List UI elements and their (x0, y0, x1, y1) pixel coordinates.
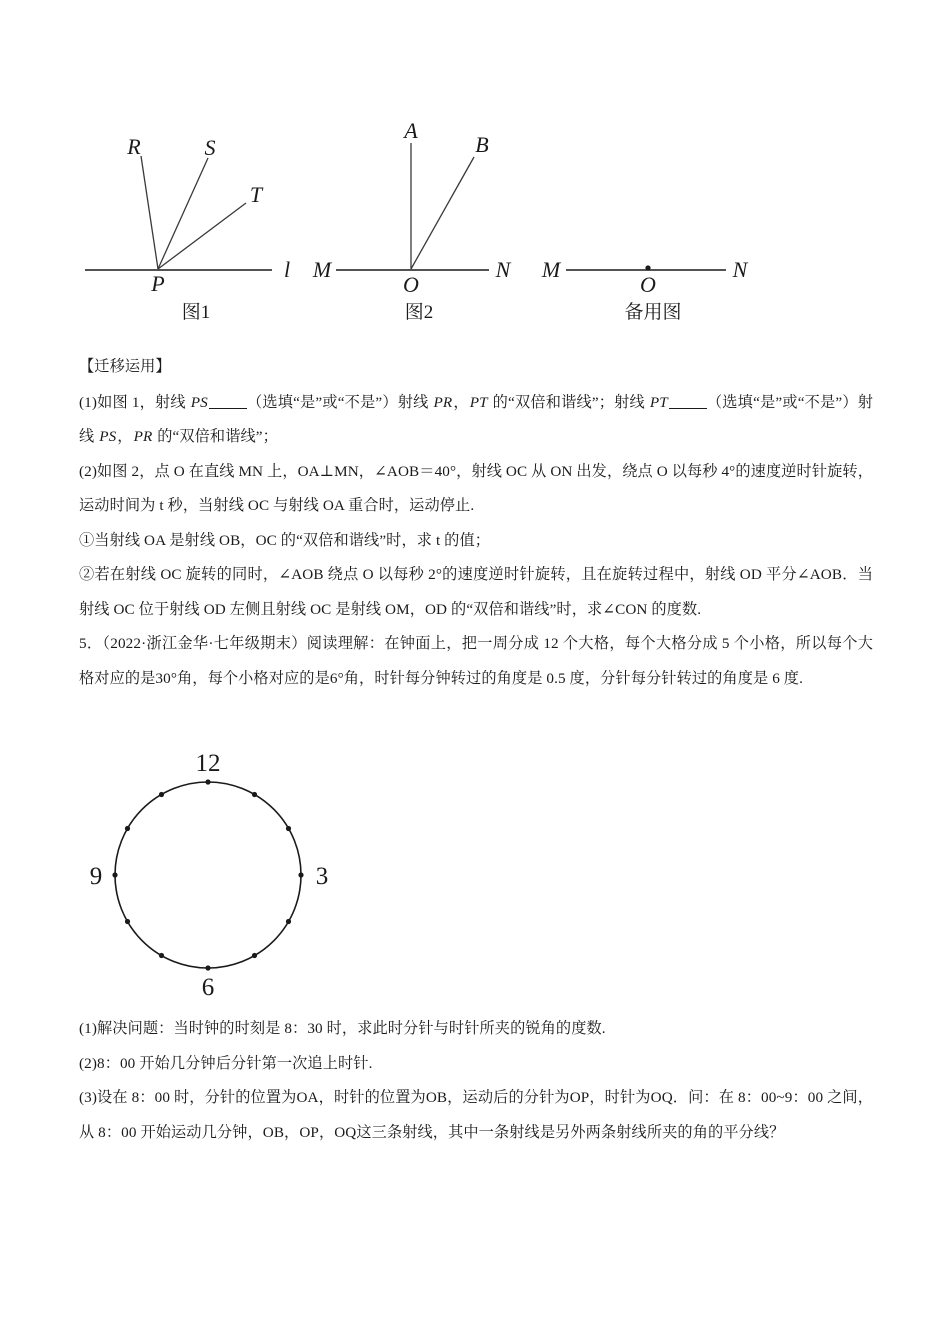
clock-label-12: 12 (195, 752, 221, 777)
q1-part-a: (1)如图 1，射线 (79, 393, 190, 411)
clock-tick-6 (205, 965, 210, 970)
q1-ray-pt: PT (469, 393, 488, 411)
fig1-label-s: S (204, 135, 216, 160)
clock-tick-4 (286, 919, 291, 924)
section-heading: 【迁移运用】 (79, 358, 171, 375)
question-2-stem: (2)如图 2，点 O 在直线 MN 上，OA⊥MN，∠AOB＝40°，射线 OC 从 ON 出发，绕点 O 以每秒 4°的速度逆时针旋转，运动时间为 t 秒，当射线 OC 与射线 OA 重合时，运动停止. (79, 462, 873, 514)
question-5-intro: 5．（2022·浙江金华·七年级期末）阅读理解：在钟面上，把一周分成 12 个大格，每个大格分成 5 个小格，所以每个大格对应的是30°角，每个小格对应的是6°角，时针每分钟转过的角度是 0.5 度，分针每分针转过的角度是 6 度. (79, 635, 873, 687)
fig1-caption: 图1 (181, 302, 211, 323)
fig2-label-b: B (475, 132, 489, 157)
clock-tick-8 (125, 919, 130, 924)
q1-blank-2[interactable] (669, 408, 707, 409)
fig3-label-o: O (640, 272, 656, 297)
fig2-ray-ob (411, 157, 474, 269)
fig1-ray-pt (158, 203, 246, 269)
clock-tick-9 (112, 872, 117, 877)
fig2-label-m: M (312, 257, 332, 282)
clock-tick-10 (125, 826, 130, 831)
fig2-label-o: O (403, 272, 419, 297)
clock-label-9: 9 (89, 863, 103, 890)
clock-tick-11 (159, 792, 164, 797)
q1-comma-1: ， (453, 393, 469, 411)
clock-tick-3 (298, 872, 303, 877)
clock-tick-5 (252, 953, 257, 958)
question-5-part-2: (2)8：00 开始几分钟后分针第一次追上时针. (79, 1054, 373, 1072)
q1-ray-pr-2: PR (133, 428, 153, 445)
figure-3-spare (541, 257, 749, 323)
q1-part-e: （选填“是”或“不是”）射线 (79, 393, 873, 445)
fig3-point-o-dot (645, 265, 650, 270)
question-5-part-1: (1)解决问题：当时钟的时刻是 8：30 时，求此时分针与时针所夹的锐角的度数. (79, 1020, 606, 1037)
figure-2 (312, 118, 512, 323)
fig2-label-a: A (404, 118, 418, 143)
fig2-label-n: N (495, 257, 511, 282)
q1-comma-2: ， (117, 428, 133, 445)
q1-blank-1[interactable] (209, 408, 247, 409)
question-2-item-1: ①当射线 OA 是射线 OB，OC 的“双倍和谐线”时，求 t 的值； (79, 531, 491, 549)
clock-face-figure (79, 752, 379, 1004)
clock-tick-12 (205, 779, 210, 784)
fig1-label-l: l (283, 257, 291, 282)
figures-svg (0, 96, 950, 336)
fig1-label-t: T (249, 182, 263, 207)
fig3-label-n: N (732, 257, 748, 282)
figure-1 (85, 134, 290, 323)
q1-part-b: （选填“是”或“不是”）射线 (246, 393, 433, 411)
fig3-caption: 备用图 (624, 302, 682, 323)
clock-svg (79, 752, 379, 1004)
problem-text-block-tail (79, 1012, 873, 1150)
q1-part-d: 的“双倍和谐线”；射线 (488, 393, 649, 411)
problem-text-block (79, 350, 873, 696)
question-2-item-2: ②若在射线 OC 旋转的同时，∠AOB 绕点 O 以每秒 2°的速度逆时针旋转，且在旋转过程中，射线 OD 平分∠AOB．当射线 OC 位于射线 OD 左侧且射线 OC 是射线 OM，OD 的“双倍和谐线”时，求∠CON 的度数. (79, 566, 873, 618)
clock-tick-1 (252, 792, 257, 797)
q1-ray-pr: PR (433, 393, 453, 411)
fig1-label-p: P (151, 271, 165, 296)
clock-label-3: 3 (315, 863, 329, 890)
q1-part-g: 的“双倍和谐线”； (153, 428, 278, 445)
clock-label-6: 6 (201, 974, 215, 1001)
question-5-part-3: (3)设在 8：00 时，分针的位置为OA，时针的位置为OB，运动后的分针为OP，时针为OQ．问：在 8：00~9：00 之间，从 8：00 开始运动几分钟，OB，OP，OQ这三条射线，其中一条射线是另外两条射线所夹的角的平分线？ (79, 1089, 873, 1141)
fig1-ray-pr (141, 156, 158, 269)
fig1-ray-ps (158, 158, 208, 269)
fig1-label-r: R (127, 134, 141, 159)
fig3-label-m: M (541, 257, 561, 282)
q1-ray-ps-2: PS (99, 428, 117, 445)
clock-tick-dots (112, 779, 303, 970)
question-1 (79, 386, 873, 455)
fig2-caption: 图2 (404, 302, 434, 323)
clock-tick-7 (159, 953, 164, 958)
q1-ray-pt-2: PT (649, 393, 668, 411)
q1-ray-ps: PS (190, 393, 208, 411)
figures-strip (0, 96, 950, 336)
clock-circle (115, 782, 301, 968)
clock-tick-2 (286, 826, 291, 831)
